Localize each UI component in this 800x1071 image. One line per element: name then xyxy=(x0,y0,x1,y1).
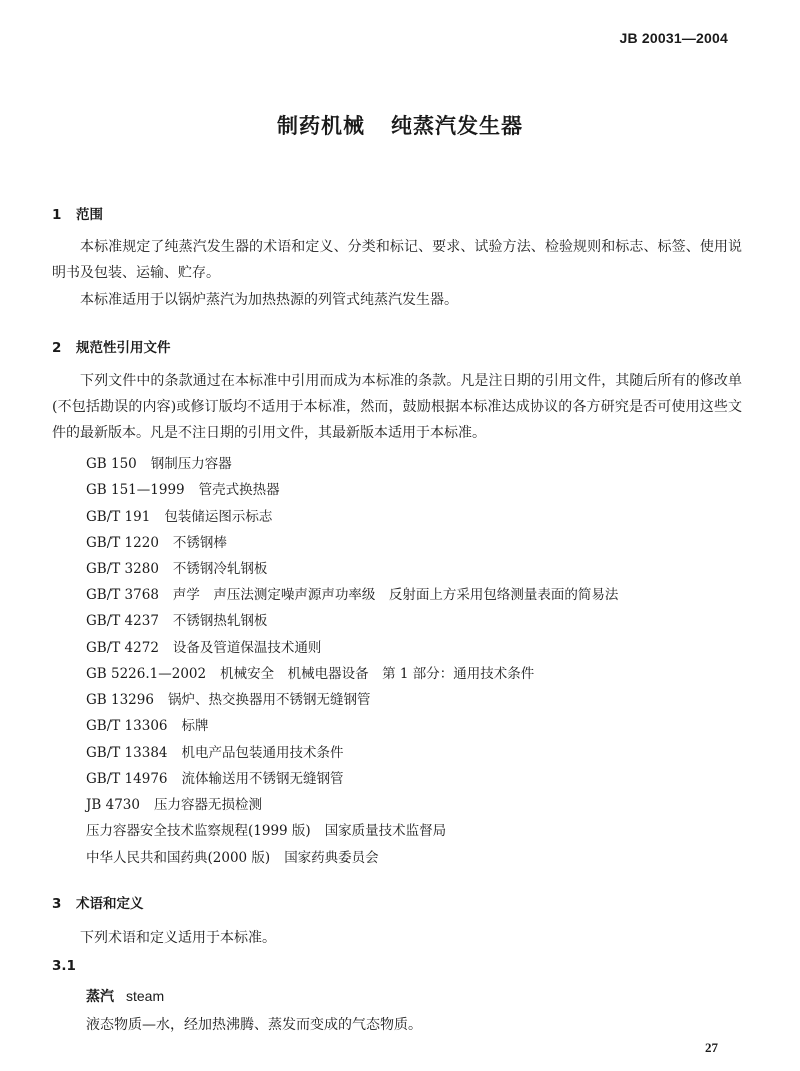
reference-item xyxy=(86,690,370,710)
term-chinese: 蒸汽 xyxy=(86,989,114,1005)
reference-item xyxy=(86,795,262,815)
term-english: steam xyxy=(126,988,165,1004)
section-2-paragraph-1: 下列文件中的条款通过在本标准中引用而成为本标准的条款。凡是注日期的引用文件，其随后所有的修改单(不包括勘误的内容)或修订版均不适用于本标准，然而，鼓励根据本标准达成协议的各方研究是否可使用这些文件的最新版本。凡是不注日期的引用文件，其最新版本适用于本标准。 xyxy=(52,373,742,441)
reference-code: GB/T 4272 xyxy=(86,640,159,656)
reference-title: 管壳式换热器 xyxy=(198,482,280,498)
reference-code: GB/T 3280 xyxy=(86,561,159,577)
reference-code: GB 150 xyxy=(86,456,137,472)
reference-code: GB/T 13384 xyxy=(86,745,168,761)
reference-item xyxy=(86,585,618,605)
reference-item xyxy=(86,769,344,789)
section-number: 2 xyxy=(52,340,62,356)
reference-code: GB/T 1220 xyxy=(86,535,159,551)
reference-title: 设备及管道保温技术通则 xyxy=(172,640,322,656)
reference-item xyxy=(86,848,379,868)
reference-item xyxy=(86,559,267,579)
reference-title: 机电产品包装通用技术条件 xyxy=(181,745,344,761)
reference-code: GB/T 14976 xyxy=(86,771,168,787)
reference-title: 不锈钢热轧钢板 xyxy=(172,613,268,629)
page-number: 27 xyxy=(705,1040,718,1055)
reference-item xyxy=(86,480,280,500)
section-number: 3 xyxy=(52,896,62,912)
reference-title: 国家药典委员会 xyxy=(284,850,379,866)
reference-code: GB 151—1999 xyxy=(86,482,185,498)
standard-code: JB 20031—2004 xyxy=(619,30,728,46)
reference-title: 包装储运图示标志 xyxy=(164,509,273,525)
subsection-number: 3.1 xyxy=(52,958,76,974)
reference-item xyxy=(86,821,446,841)
reference-item xyxy=(86,716,209,736)
title-part-2: 纯蒸汽发生器 xyxy=(391,114,523,138)
reference-code: GB/T 3768 xyxy=(86,587,159,603)
reference-item xyxy=(86,454,232,474)
reference-title: 声学 声压法测定噪声源声功率级 反射面上方采用包络测量表面的简易法 xyxy=(172,587,619,603)
reference-item xyxy=(86,743,344,763)
section-3-paragraph-1: 下列术语和定义适用于本标准。 xyxy=(80,930,276,946)
reference-title: 机械安全 机械电器设备 第 1 部分：通用技术条件 xyxy=(220,666,535,682)
reference-title: 钢制压力容器 xyxy=(150,456,232,472)
reference-item xyxy=(86,638,321,658)
reference-code: 中华人民共和国药典(2000 版) xyxy=(86,850,271,866)
reference-title: 压力容器无损检测 xyxy=(153,797,262,813)
reference-code: GB/T 13306 xyxy=(86,718,168,734)
reference-code: GB 5226.1—2002 xyxy=(86,666,207,682)
section-1-paragraph-2: 本标准适用于以锅炉蒸汽为加热热源的列管式纯蒸汽发生器。 xyxy=(80,292,458,308)
reference-title: 不锈钢棒 xyxy=(172,535,227,551)
reference-title: 锅炉、热交换器用不锈钢无缝钢管 xyxy=(167,692,371,708)
term-definition: 液态物质—水，经加热沸腾、蒸发而变成的气态物质。 xyxy=(86,1017,422,1033)
section-1-paragraph-1: 本标准规定了纯蒸汽发生器的术语和定义、分类和标记、要求、试验方法、检验规则和标志、标签、使用说明书及包装、运输、贮存。 xyxy=(52,239,742,281)
section-2-heading xyxy=(52,336,171,356)
reference-title: 流体输送用不锈钢无缝钢管 xyxy=(181,771,344,787)
reference-code: GB 13296 xyxy=(86,692,154,708)
reference-code: 压力容器安全技术监察规程(1999 版) xyxy=(86,823,311,839)
section-title: 规范性引用文件 xyxy=(76,340,171,356)
section-number: 1 xyxy=(52,207,62,223)
reference-title: 标牌 xyxy=(181,718,209,734)
reference-item xyxy=(86,664,534,684)
reference-code: GB/T 191 xyxy=(86,509,151,525)
section-title: 范围 xyxy=(76,207,103,223)
title-part-1: 制药机械 xyxy=(277,114,365,138)
section-title: 术语和定义 xyxy=(76,896,144,912)
section-1-heading xyxy=(52,203,103,223)
reference-title: 不锈钢冷轧钢板 xyxy=(172,561,268,577)
reference-item xyxy=(86,611,267,631)
document-title xyxy=(0,110,800,140)
reference-title: 国家质量技术监督局 xyxy=(324,823,447,839)
term-entry xyxy=(86,986,164,1006)
reference-item xyxy=(86,533,227,553)
reference-code: JB 4730 xyxy=(86,797,140,813)
section-3-heading xyxy=(52,892,144,912)
reference-code: GB/T 4237 xyxy=(86,613,159,629)
reference-item xyxy=(86,507,272,527)
